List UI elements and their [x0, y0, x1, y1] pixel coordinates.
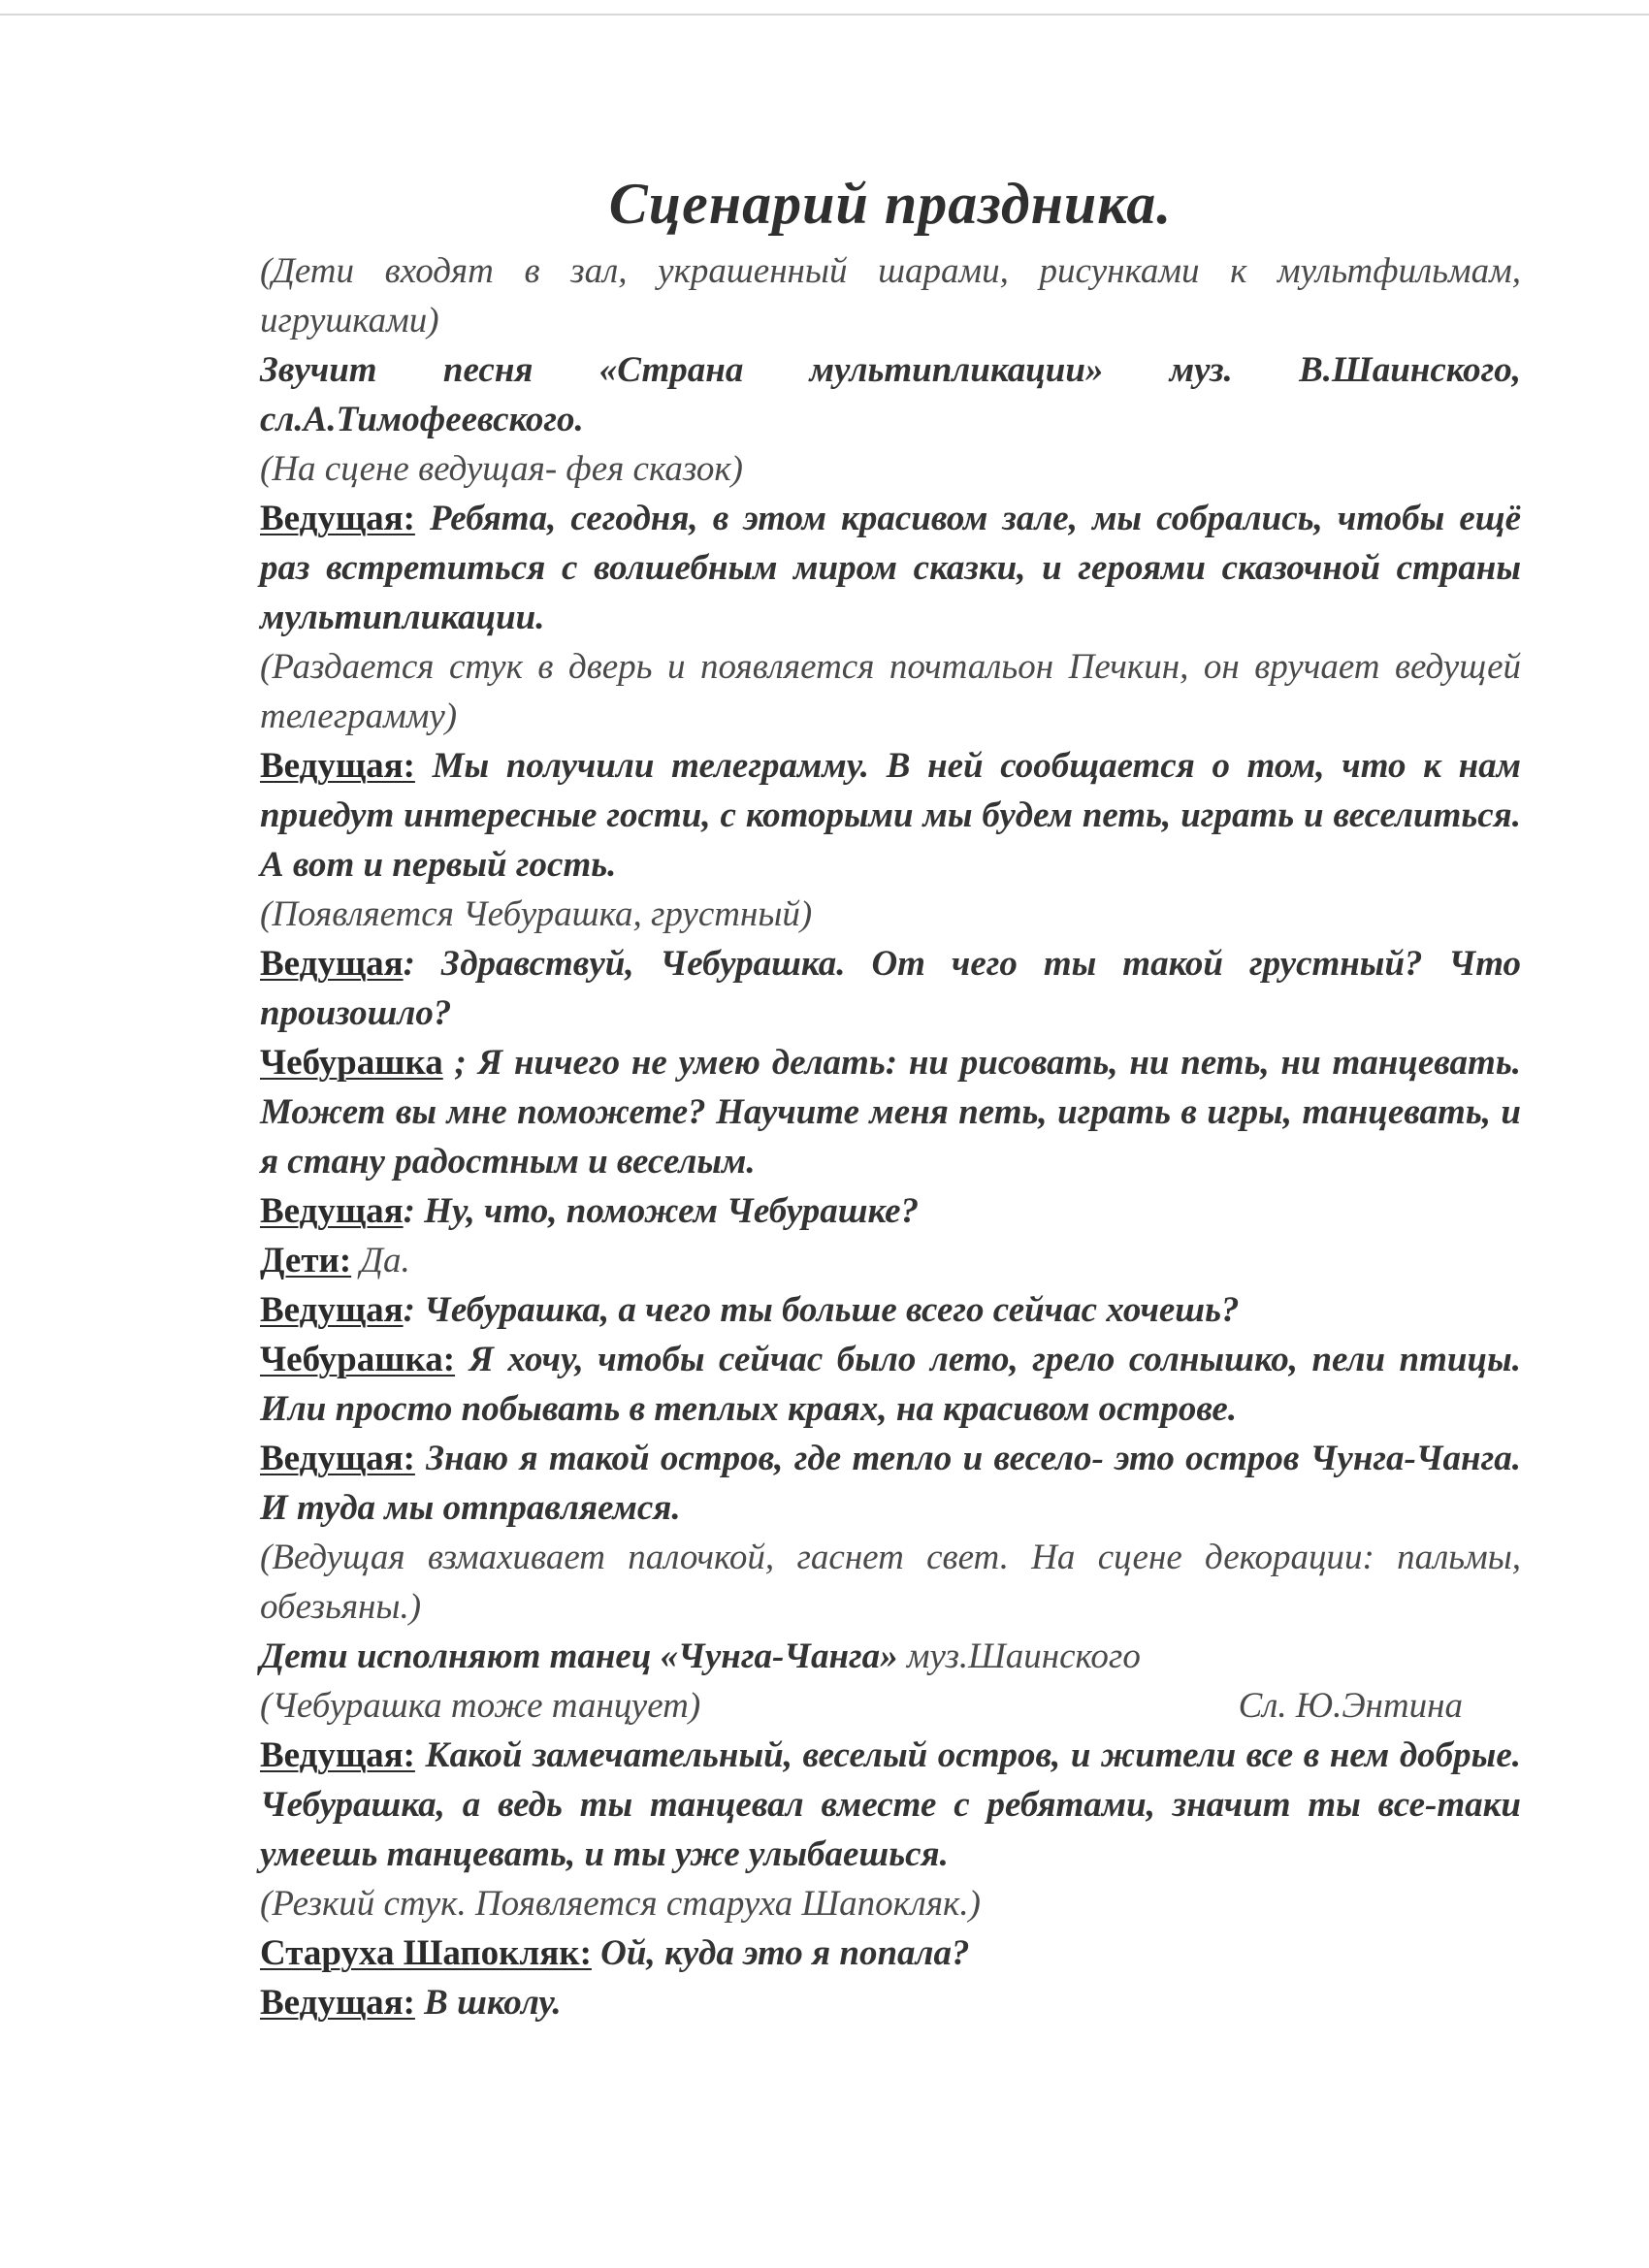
stage-direction: (Дети входят в зал, украшенный шарами, рисунками к мультфильмам, игрушками) [260, 251, 1521, 340]
lyrics-credit: Сл. Ю.Энтина [1238, 1686, 1463, 1726]
speaker-name: Старуха Шапокляк: [260, 1933, 592, 1973]
dialogue-line [260, 939, 1521, 1038]
speaker-name: Ведущая: [260, 499, 415, 538]
speech-text: Ой, куда это я попала? [591, 1933, 970, 1973]
dialogue-line [260, 1186, 1521, 1236]
dialogue-line [260, 1928, 1521, 1978]
dialogue-line [260, 1285, 1521, 1335]
dance-announcement [260, 1632, 1521, 1681]
speech-text: : Чебурашка, а чего ты больше всего сейчас хочешь? [403, 1290, 1240, 1330]
dance-title: Дети исполняют танец «Чунга-Чанга» [260, 1636, 898, 1676]
speaker-name: Ведущая: [260, 1983, 415, 2023]
script-page [260, 165, 1521, 2027]
speech-text: Мы получили телеграмму. В ней сообщается о том, что к нам приедут интересные гости, с которыми мы будем петь, играть и веселиться. А вот и первый гость. [260, 746, 1521, 885]
speech-text: : Ну, что, поможем Чебурашке? [403, 1191, 920, 1231]
speaker-name: Ведущая: [260, 746, 415, 786]
dialogue-line [260, 1038, 1521, 1186]
speech-text: : Здравствуй, Чебурашка. От чего ты такой грустный? Что произошло? [260, 944, 1521, 1033]
speech-text: Ребята, сегодня, в этом красивом зале, мы собрались, чтобы ещё раз встретиться с волшебным миром сказки, и героями сказочной страны мультипликации. [260, 499, 1521, 637]
speaker-name: Ведущая: [260, 1439, 415, 1478]
speech-text: Да. [351, 1241, 410, 1280]
stage-direction: (На сцене ведущая- фея сказок) [260, 449, 743, 489]
dialogue-line [260, 1236, 1521, 1285]
speech-text: ; Я ничего не умею делать: ни рисовать, ни петь, ни танцевать. Может вы мне поможете? Научите меня петь, играть в игры, танцевать, и я стану радостным и веселым. [260, 1043, 1521, 1182]
page-title: Сценарий праздника. [608, 172, 1173, 236]
speaker-name: Дети: [260, 1241, 352, 1280]
dialogue-line [260, 1978, 1521, 2027]
dialogue-line [260, 1731, 1521, 1879]
stage-direction: (Чебурашка тоже танцует) [260, 1686, 701, 1726]
dialogue-line [260, 741, 1521, 890]
speaker-name: Чебурашка [260, 1043, 443, 1083]
dialogue-line [260, 1434, 1521, 1533]
stage-direction: (Раздается стук в дверь и появляется почтальон Печкин, он вручает ведущей телеграмму) [260, 647, 1521, 736]
stage-direction: (Резкий стук. Появляется старуха Шапокляк.) [260, 1884, 981, 1924]
scan-edge-line [0, 14, 1649, 16]
stage-direction: (Появляется Чебурашка, грустный) [260, 894, 813, 934]
speaker-name: Ведущая: [260, 1735, 415, 1775]
speaker-name: Ведущая [260, 944, 404, 984]
speaker-name: Ведущая [260, 1290, 404, 1330]
song-announcement: Звучит песня «Страна мультипликации» муз. В.Шаинского, сл.А.Тимофеевского. [260, 350, 1521, 439]
speech-text: В школу. [414, 1983, 562, 2023]
credit-row [260, 1681, 1521, 1731]
speaker-name: Чебурашка: [260, 1340, 456, 1379]
speech-text: Я хочу, чтобы сейчас было лето, грело солнышко, пели птицы. Или просто побывать в теплых краях, на красивом острове. [260, 1340, 1521, 1429]
speech-text: Какой замечательный, веселый остров, и жители все в нем добрые. Чебурашка, а ведь ты танцевал вместе с ребятами, значит ты все-таки умеешь танцевать, и ты уже улыбаешься. [260, 1735, 1521, 1874]
dialogue-line [260, 494, 1521, 642]
stage-direction: (Ведущая взмахивает палочкой, гаснет свет. На сцене декорации: пальмы, обезьяны.) [260, 1538, 1521, 1627]
dialogue-line [260, 1335, 1521, 1434]
music-credit: муз.Шаинского [897, 1636, 1141, 1676]
speech-text: Знаю я такой остров, где тепло и весело- это остров Чунга-Чанга. И туда мы отправляемся. [260, 1439, 1521, 1528]
speaker-name: Ведущая [260, 1191, 404, 1231]
